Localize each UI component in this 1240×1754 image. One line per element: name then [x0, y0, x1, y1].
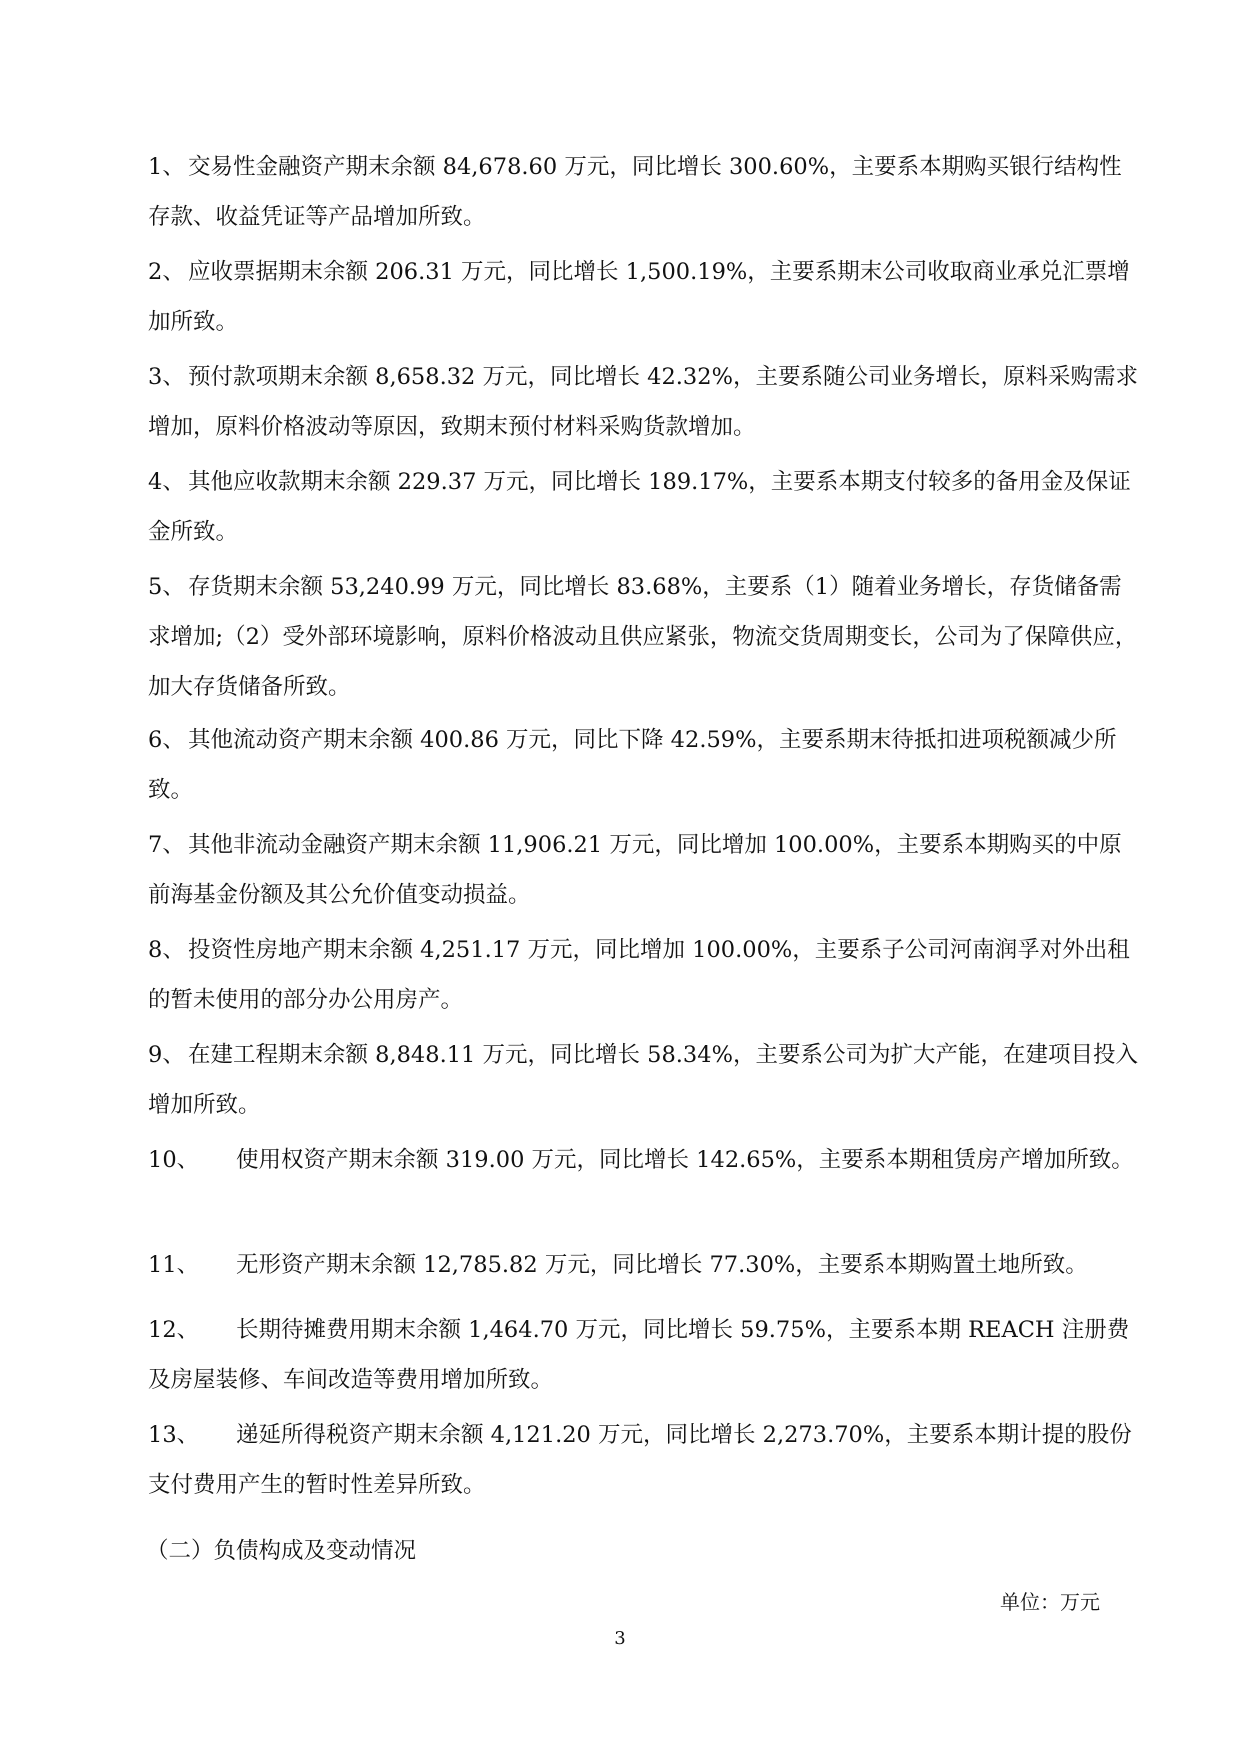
item-text: 无形资产期末余额 12,785.82 万元，同比增长 77.30%，主要系本期购置土地所致。	[236, 1252, 1088, 1278]
item-number: 4、	[148, 469, 185, 495]
item-text: 其他应收款期末余额 229.37 万元，同比增长 189.17%，主要系本期支付较多的备用金及保证金所致。	[148, 469, 1131, 545]
list-item	[148, 1240, 1138, 1290]
item-number: 8、	[148, 937, 185, 963]
list-item	[148, 1135, 1138, 1185]
item-text: 长期待摊费用期末余额 1,464.70 万元，同比增长 59.75%，主要系本期 REACH 注册费及房屋装修、车间改造等费用增加所致。	[148, 1317, 1130, 1393]
list-item	[148, 925, 1138, 1025]
list-item	[148, 247, 1138, 347]
item-text: 应收票据期末余额 206.31 万元，同比增长 1,500.19%，主要系期末公司收取商业承兑汇票增加所致。	[148, 259, 1130, 335]
item-text: 递延所得税资产期末余额 4,121.20 万元，同比增长 2,273.70%，主要系本期计提的股份支付费用产生的暂时性差异所致。	[148, 1422, 1132, 1498]
item-number: 5、	[148, 574, 185, 600]
page-number: 3	[614, 1628, 626, 1649]
item-number: 3、	[148, 364, 185, 390]
item-number: 13、	[148, 1422, 200, 1448]
list-item	[148, 1410, 1138, 1510]
list-item	[148, 142, 1138, 242]
item-text: 存货期末余额 53,240.99 万元，同比增长 83.68%，主要系（1）随着业务增长，存货储备需求增加;（2）受外部环境影响，原料价格波动且供应紧张，物流交货周期变长，公司为了保障供应，加大存货储备所致。	[148, 574, 1138, 700]
list-item	[148, 352, 1138, 452]
item-number: 9、	[148, 1042, 185, 1068]
item-text: 交易性金融资产期末余额 84,678.60 万元，同比增长 300.60%，主要系本期购买银行结构性存款、收益凭证等产品增加所致。	[148, 154, 1122, 230]
item-number: 11、	[148, 1252, 200, 1278]
item-text: 在建工程期末余额 8,848.11 万元，同比增长 58.34%，主要系公司为扩大产能，在建项目投入增加所致。	[148, 1042, 1138, 1118]
list-item	[148, 715, 1138, 815]
item-text: 使用权资产期末余额 319.00 万元，同比增长 142.65%，主要系本期租赁房产增加所致。	[236, 1147, 1134, 1173]
unit-label: 单位：万元	[1000, 1590, 1100, 1614]
list-item	[148, 457, 1138, 557]
list-item	[148, 1305, 1138, 1405]
item-number: 2、	[148, 259, 185, 285]
list-item	[148, 1030, 1138, 1130]
item-text: 投资性房地产期末余额 4,251.17 万元，同比增加 100.00%，主要系子公司河南润孚对外出租的暂未使用的部分办公用房产。	[148, 937, 1130, 1013]
item-number: 10、	[148, 1147, 200, 1173]
section-heading: （二）负债构成及变动情况	[146, 1538, 417, 1564]
item-text: 其他流动资产期末余额 400.86 万元，同比下降 42.59%，主要系期末待抵扣进项税额减少所致。	[148, 727, 1117, 803]
item-text: 其他非流动金融资产期末余额 11,906.21 万元，同比增加 100.00%，主要系本期购买的中原前海基金份额及其公允价值变动损益。	[148, 832, 1122, 908]
item-number: 12、	[148, 1317, 200, 1343]
list-item	[148, 820, 1138, 920]
list-item	[148, 562, 1138, 712]
item-number: 1、	[148, 154, 185, 180]
item-number: 7、	[148, 832, 185, 858]
item-number: 6、	[148, 727, 185, 753]
item-text: 预付款项期末余额 8,658.32 万元，同比增长 42.32%，主要系随公司业务增长，原料采购需求增加，原料价格波动等原因，致期末预付材料采购货款增加。	[148, 364, 1138, 440]
